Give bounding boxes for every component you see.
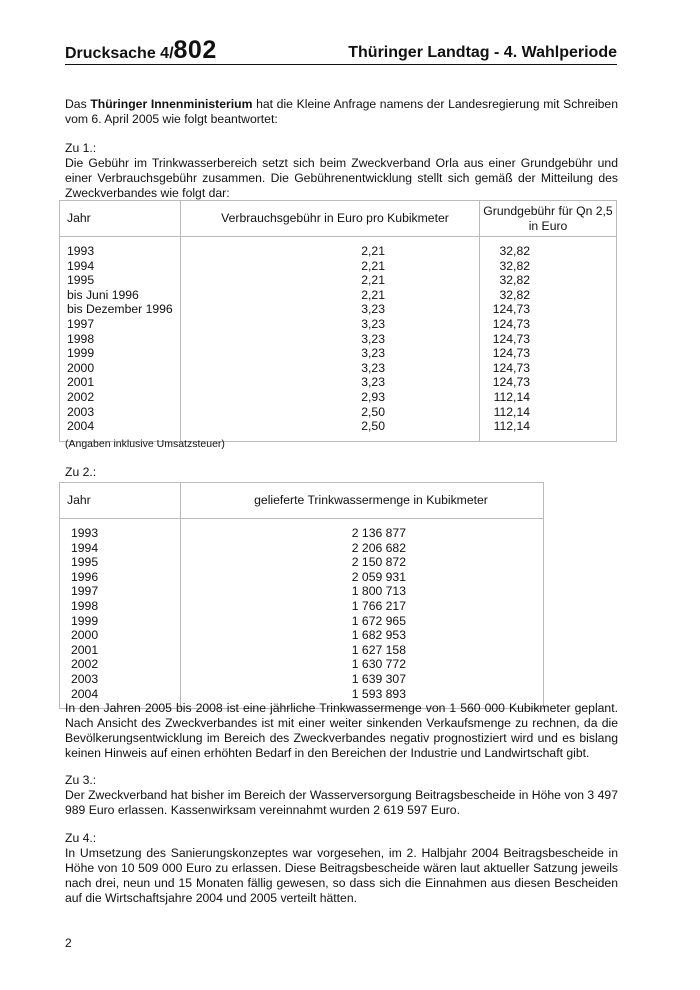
fee-year-cell: 2004 — [67, 419, 95, 434]
fee-grund-cell: 124,73 — [492, 316, 530, 331]
fee-grund-cell: 112,14 — [493, 419, 530, 434]
tax-note: (Angaben inklusive Umsatzsteuer) — [65, 438, 225, 450]
water-amount-cell: 1 682 953 — [351, 628, 406, 643]
col-grund: Grundgebühr für Qn 2,5 in Euro — [480, 201, 617, 237]
water-year-cell: 2004 — [71, 686, 99, 701]
fee-grund-cell: 32,82 — [499, 244, 530, 258]
fee-grund-cell: 124,73 — [492, 360, 530, 375]
q3-heading: Zu 3.: — [65, 773, 97, 787]
fee-year-cell: bis Juni 1996 — [67, 287, 139, 302]
water-year-cell: 2001 — [71, 642, 99, 657]
col-jahr: Jahr — [60, 201, 181, 237]
q4-heading: Zu 4.: — [65, 831, 97, 845]
q2-heading: Zu 2.: — [65, 465, 97, 479]
fee-year-cell: 1999 — [67, 346, 95, 361]
fee-grund-cell: 124,73 — [492, 375, 530, 390]
water-amount-cell: 2 150 872 — [351, 555, 406, 570]
fee-table — [59, 200, 617, 442]
q3-text: Der Zweckverband hat bisher im Bereich der Wasserversorgung Beitragsbescheide in Höhe von 3 497 989 Euro erlassen. Kassenwirksam vereinnahmt wurden 2 619 597 Euro. — [65, 788, 618, 817]
fee-verbrauch-cell: 2,21 — [361, 287, 385, 302]
fee-grund-cell: 124,73 — [492, 302, 530, 317]
fee-table-header — [60, 201, 617, 237]
drucksache-prefix: Drucksache 4/ — [65, 45, 174, 62]
water-year-cell: 1996 — [71, 569, 99, 584]
fee-verbrauch-cell: 3,23 — [361, 316, 385, 331]
fee-verbrauch-cell: 3,23 — [361, 360, 385, 375]
fee-verbrauch-cell: 3,23 — [361, 302, 385, 317]
col-jahr-2: Jahr — [60, 483, 181, 519]
fee-year-cell: bis Dezember 1996 — [67, 302, 173, 317]
q2-text: In den Jahren 2005 bis 2008 ist eine jährliche Trinkwassermenge von 1 560 000 Kubikmeter geplant. Nach Ansicht des Zweckverbandes ist mit einer weiter sinkenden Verkaufsmenge zu rechnen, da die Bevölkerungsentwicklung im Bereich des Zweckverbandes negativ prognostiziert wird und es bislang keinen Hinweis auf einen erhöhten Bedarf in den Bereichen der Industrie und Landwirtschaft gibt. — [65, 701, 618, 760]
fee-verbrauch-cell: 2,21 — [361, 244, 385, 258]
header-title: Thüringer Landtag - 4. Wahlperiode — [348, 44, 617, 61]
drucksache-number: 802 — [173, 36, 217, 64]
col-menge: gelieferte Trinkwassermenge in Kubikmeter — [181, 483, 544, 519]
intro-pre: Das — [65, 97, 91, 111]
water-year-cell: 2000 — [71, 628, 99, 643]
water-year-cell: 1995 — [71, 555, 99, 570]
water-years — [71, 526, 180, 701]
water-year-cell: 2002 — [71, 657, 99, 672]
water-amount-cell: 2 206 682 — [351, 540, 406, 555]
water-year-cell: 2003 — [71, 671, 99, 686]
q1-heading: Zu 1.: — [65, 141, 97, 155]
water-amount-cell: 2 136 877 — [351, 526, 406, 540]
fee-verbrauch-cell: 2,50 — [361, 404, 385, 419]
fee-grund-cell: 32,82 — [499, 273, 530, 288]
fee-verbrauch-cell: 3,23 — [361, 331, 385, 346]
fee-year-cell: 2003 — [67, 404, 95, 419]
intro-post: hat die Kleine Anfrage namens der Landesregierung mit Schreiben vom 6. April 2005 wie folgt beantwortet: — [65, 97, 618, 126]
water-amount-cell: 1 593 893 — [351, 686, 406, 701]
fee-year-cell: 2000 — [67, 360, 95, 375]
water-table-header — [60, 483, 544, 519]
q1-text: Die Gebühr im Trinkwasserbereich setzt sich beim Zweckverband Orla aus einer Grundgebühr und einer Verbrauchsgebühr zusammen. Die Gebührenentwicklung stellt sich gemäß der Mitteilung des Zweckverbandes wie folgt dar: — [65, 156, 618, 200]
fee-grund-cell: 32,82 — [499, 258, 530, 273]
fee-table-body — [60, 237, 617, 442]
fee-verbrauch-values — [181, 244, 385, 434]
water-amount-cell: 1 672 965 — [351, 613, 406, 628]
intro-paragraph — [65, 97, 618, 127]
water-year-cell: 1993 — [71, 526, 99, 540]
fee-year-cell: 1995 — [67, 273, 95, 288]
fee-year-cell: 1994 — [67, 258, 95, 273]
water-table-body — [60, 519, 544, 709]
water-year-cell: 1999 — [71, 613, 99, 628]
fee-grund-cell: 32,82 — [499, 287, 530, 302]
fee-grund-cell: 124,73 — [492, 331, 530, 346]
fee-verbrauch-cell: 2,50 — [361, 419, 385, 434]
water-amounts — [181, 526, 406, 701]
fee-grund-values — [480, 244, 530, 434]
fee-year-cell: 2002 — [67, 389, 95, 404]
page-number: 2 — [65, 936, 72, 950]
fee-verbrauch-cell: 2,21 — [361, 258, 385, 273]
water-amount-cell: 1 800 713 — [351, 584, 406, 599]
page-header — [65, 33, 617, 65]
fee-grund-cell: 124,73 — [492, 346, 530, 361]
water-amount-cell: 1 766 217 — [351, 598, 406, 613]
q4-text: In Umsetzung des Sanierungskonzeptes war vorgesehen, im 2. Halbjahr 2004 Beitragsbescheide in Höhe von 10 509 000 Euro zu erlassen. Diese Beitragsbescheide wären laut aktueller Satzung jeweils nach drei, neun und 15 Monaten fällig gewesen, so dass sich die Einnahmen aus diesen Bescheiden auf die Wirtschaftsjahre 2004 und 2005 verteilt hätten. — [65, 846, 618, 905]
water-amount-cell: 1 627 158 — [351, 642, 406, 657]
water-amount-cell: 2 059 931 — [351, 569, 406, 584]
drucksache-label — [65, 36, 217, 64]
water-amount-cell: 1 639 307 — [351, 671, 406, 686]
fee-year-cell: 1993 — [67, 244, 95, 258]
fee-year-cell: 2001 — [67, 375, 95, 390]
water-year-cell: 1994 — [71, 540, 99, 555]
fee-verbrauch-cell: 3,23 — [361, 375, 385, 390]
water-year-cell: 1997 — [71, 584, 99, 599]
fee-grund-cell: 112,14 — [493, 404, 530, 419]
intro-ministry: Thüringer Innenministerium — [90, 97, 253, 111]
water-amount-cell: 1 630 772 — [351, 657, 406, 672]
fee-year-cell: 1997 — [67, 316, 95, 331]
fee-verbrauch-cell: 2,21 — [361, 273, 385, 288]
water-year-cell: 1998 — [71, 598, 99, 613]
fee-year-cell: 1998 — [67, 331, 95, 346]
fee-verbrauch-cell: 3,23 — [361, 346, 385, 361]
fee-grund-cell: 112,14 — [493, 389, 530, 404]
col-verbrauch: Verbrauchsgebühr in Euro pro Kubikmeter — [181, 201, 480, 237]
fee-verbrauch-cell: 2,93 — [361, 389, 385, 404]
water-table — [59, 482, 544, 709]
fee-years — [67, 244, 180, 434]
